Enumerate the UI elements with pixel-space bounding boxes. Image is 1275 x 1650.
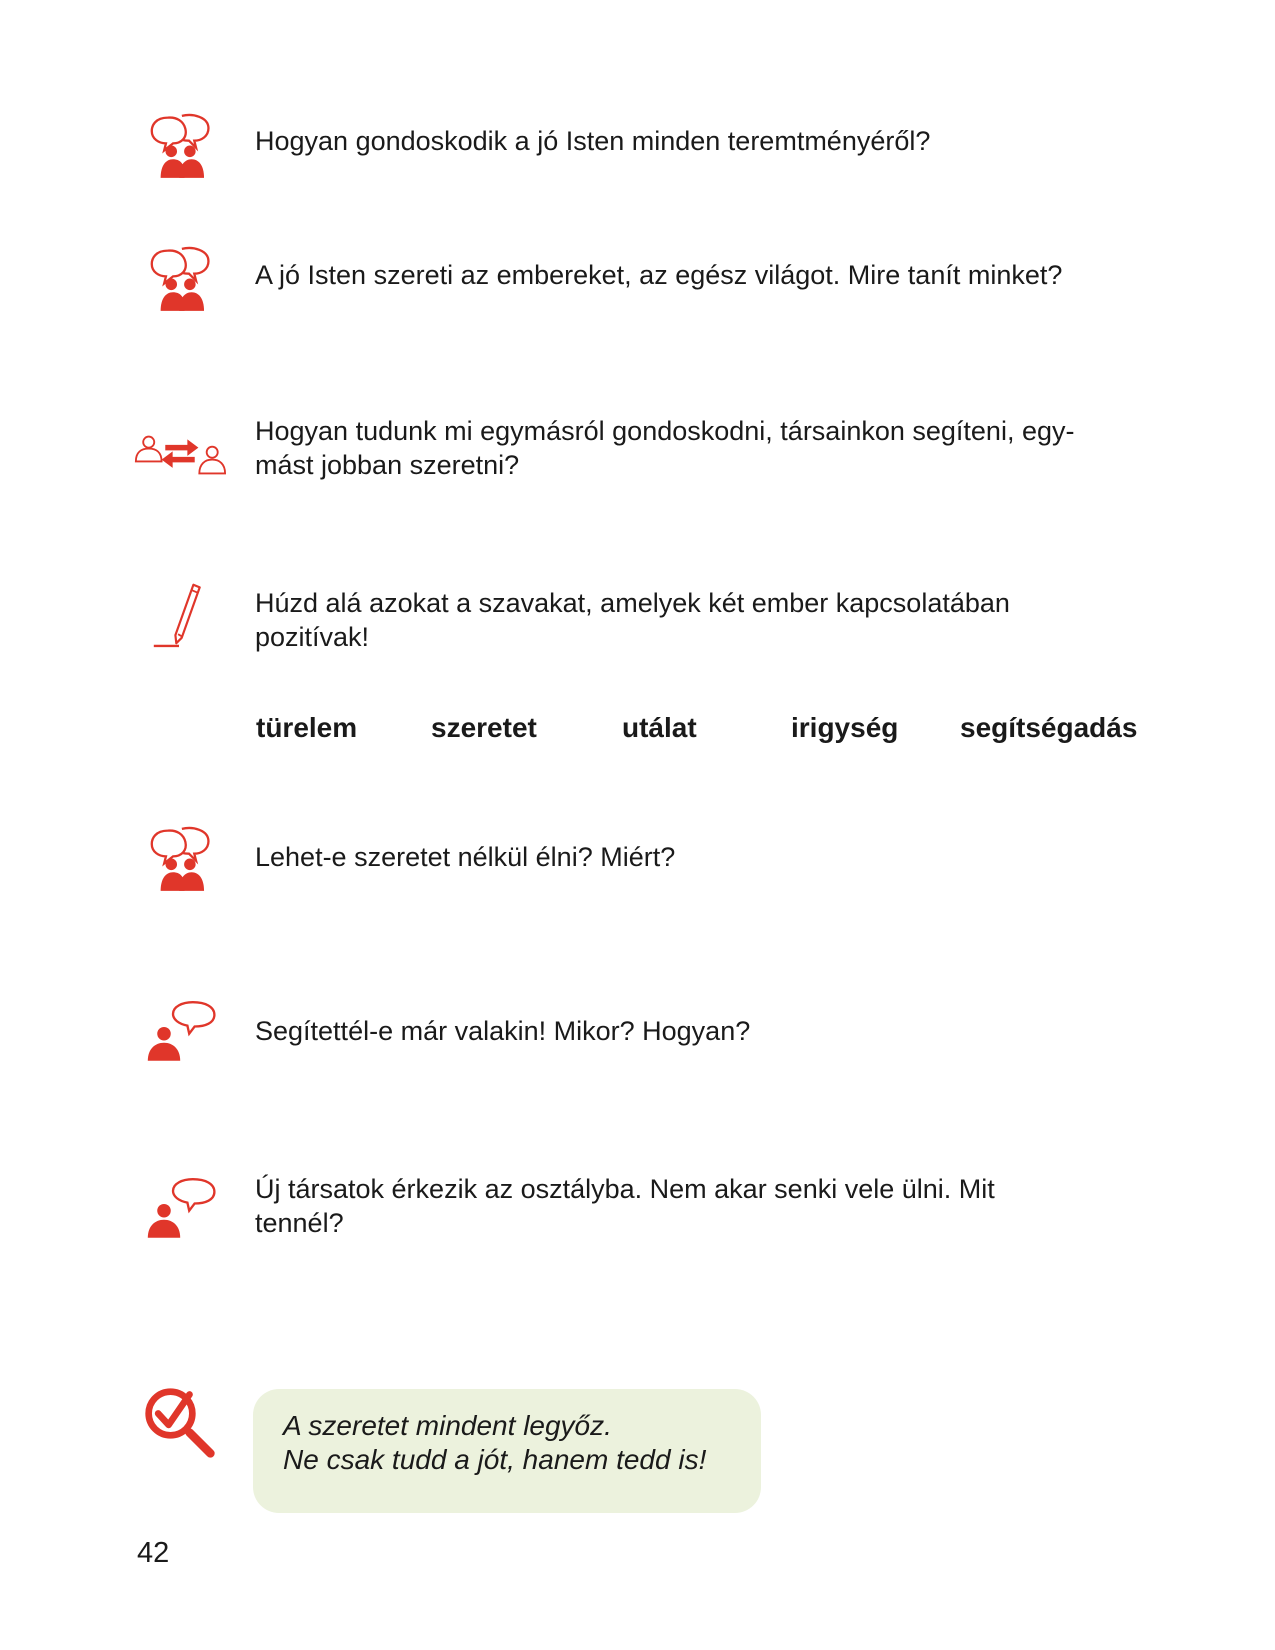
group-discussion-icon <box>150 825 212 893</box>
question-7 <box>255 1172 1155 1240</box>
word-choice[interactable]: segítségadás <box>960 712 1138 743</box>
question-2 <box>255 258 1155 292</box>
word-choice[interactable]: szeretet <box>431 712 537 743</box>
question-7-line-1: Új társatok érkezik az osztályba. Nem akar senki vele ülni. Mit <box>255 1174 995 1204</box>
callout-line-2: Ne csak tudd a jót, hanem tedd is! <box>283 1444 707 1475</box>
group-discussion-icon <box>150 245 212 313</box>
word-choice[interactable]: utálat <box>622 712 697 743</box>
magnifier-check-icon <box>142 1385 218 1461</box>
question-4-line-2: pozitívak! <box>255 622 370 652</box>
word-choice[interactable]: irigység <box>791 712 899 743</box>
question-1-line-1: Hogyan gondoskodik a jó Isten minden teremtményéről? <box>255 126 931 156</box>
question-5 <box>255 840 1155 874</box>
question-4 <box>255 586 1155 654</box>
callout-line-1: A szeretet mindent legyőz. <box>283 1410 612 1441</box>
question-2-line-1: A jó Isten szereti az embereket, az egész világot. Mire tanít minket? <box>255 260 1063 290</box>
word-choices <box>0 712 1275 752</box>
word-choice[interactable]: türelem <box>256 712 358 743</box>
person-speech-icon <box>146 1176 218 1240</box>
pair-exchange-icon <box>134 432 226 478</box>
person-speech-icon <box>146 999 218 1063</box>
group-discussion-icon <box>150 112 212 180</box>
question-1 <box>255 124 1155 158</box>
question-3-line-1: Hogyan tudunk mi egymásról gondoskodni, társainkon segíteni, egy- <box>255 416 1075 446</box>
question-6 <box>255 1014 1155 1048</box>
question-3-line-2: mást jobban szeretni? <box>255 450 520 480</box>
question-6-line-1: Segítettél-e már valakin! Mikor? Hogyan? <box>255 1016 751 1046</box>
question-3 <box>255 414 1155 482</box>
question-7-line-2: tennél? <box>255 1208 344 1238</box>
question-5-line-1: Lehet-e szeretet nélkül élni? Miért? <box>255 842 676 872</box>
pencil-icon <box>152 582 206 654</box>
page-number: 42 <box>137 1537 170 1569</box>
summary-callout <box>253 1389 761 1513</box>
question-4-line-1: Húzd alá azokat a szavakat, amelyek két ember kapcsolatában <box>255 588 1010 618</box>
